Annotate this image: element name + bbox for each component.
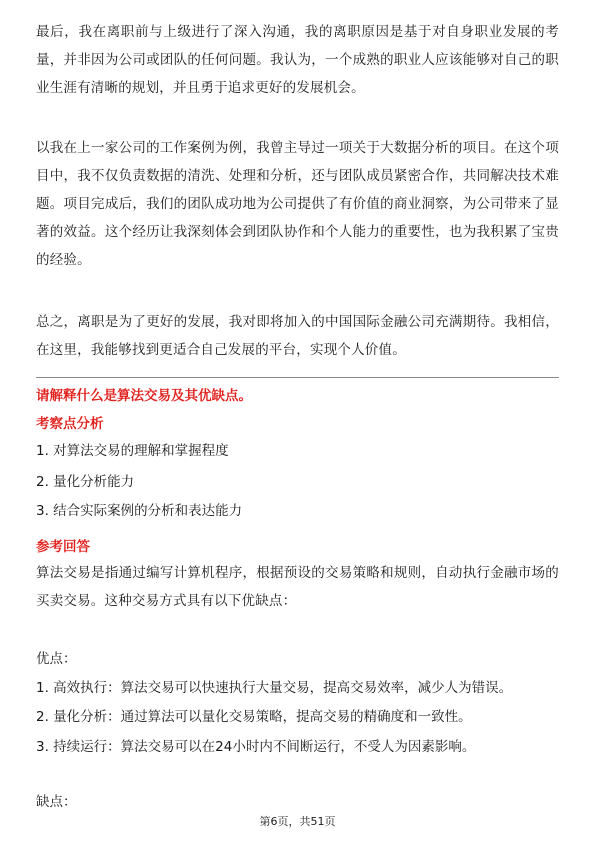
pros-item: 3. 持续运行：算法交易可以在24小时内不间断运行，不受人为因素影响。 (36, 739, 476, 755)
analysis-point: 2. 量化分析能力 (36, 474, 135, 490)
analysis-point: 3. 结合实际案例的分析和表达能力 (36, 503, 243, 519)
paragraph-work-case: 以我在上一家公司的工作案例为例，我曾主导过一项关于大数据分析的项目。在这个项目中，我不仅负责数据的清洗、处理和分析，还与团队成员紧密合作，共同解决技术难题。项目完成后，我们的团队成功地为公司提供了有价值的商业洞察，为公司带来了显著的效益。这个经历让我深刻体会到团队协作和个人能力的重要性，也为我积累了宝贵的经验。 (36, 140, 559, 268)
analysis-title: 考察点分析 (36, 416, 104, 432)
pros-item: 1. 高效执行：算法交易可以快速执行大量交易，提高交易效率，减少人为错误。 (36, 680, 513, 696)
answer-intro: 算法交易是指通过编写计算机程序，根据预设的交易策略和规则，自动执行金融市场的买卖交易。这种交易方式具有以下优缺点： (36, 565, 559, 609)
interview-question: 请解释什么是算法交易及其优缺点。 (36, 388, 252, 404)
analysis-point: 1. 对算法交易的理解和掌握程度 (36, 443, 229, 459)
cons-title: 缺点： (36, 794, 77, 810)
answer-title: 参考回答 (36, 539, 90, 555)
page-number: 第6页，共51页 (259, 815, 336, 828)
pros-title: 优点： (36, 651, 77, 667)
pros-item: 2. 量化分析：通过算法可以量化交易策略，提高交易的精确度和一致性。 (36, 709, 472, 725)
section-divider (36, 377, 559, 378)
paragraph-conclusion: 总之，离职是为了更好的发展，我对即将加入的中国国际金融公司充满期待。我相信，在这里，我能够找到更适合自己发展的平台，实现个人价值。 (36, 314, 559, 358)
paragraph-resignation-reason: 最后，我在离职前与上级进行了深入沟通，我的离职原因是基于对自身职业发展的考量，并非因为公司或团队的任何问题。我认为，一个成熟的职业人应该能够对自己的职业生涯有清晰的规划，并且勇于追求更好的发展机会。 (36, 24, 559, 96)
